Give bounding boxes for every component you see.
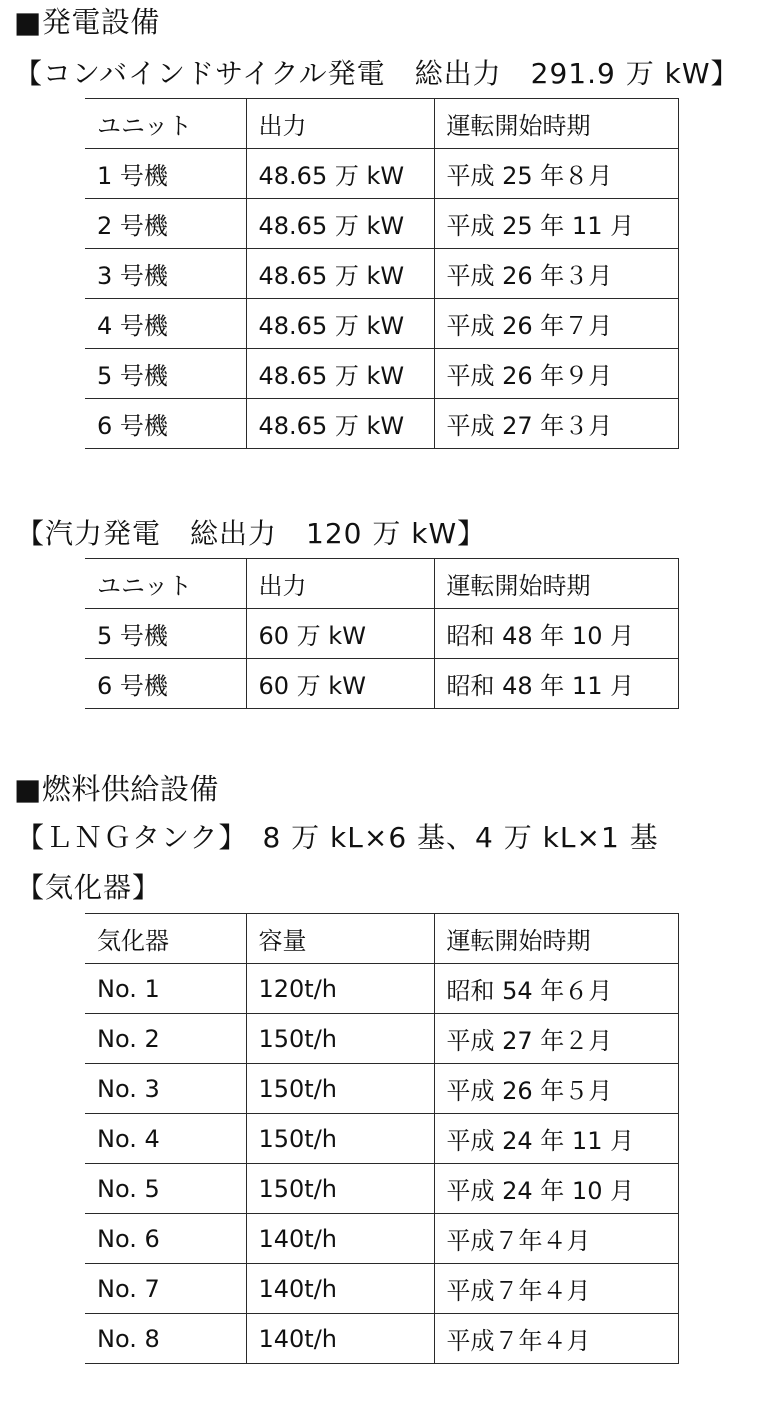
vaporizer-cell: No. 6 [85,1214,246,1264]
combined-cycle-title: 【コンバインドサイクル発電 総出力 291.9 万 kW】 [14,57,740,90]
start-date-cell: 平成 27 年３月 [434,399,678,449]
table-row [85,1264,678,1314]
header-cell: 出力 [246,559,434,609]
header-cell: ユニット [85,559,246,609]
vaporizer-table [85,913,679,1364]
output-cell: 48.65 万 kW [246,299,434,349]
start-date-cell: 昭和 48 年 10 月 [434,609,678,659]
header-cell: 容量 [246,914,434,964]
start-date-cell: 平成 26 年９月 [434,349,678,399]
vaporizer-cell: No. 4 [85,1114,246,1164]
table-row [85,1114,678,1164]
output-cell: 48.65 万 kW [246,349,434,399]
table-row [85,964,678,1014]
header-cell: 運転開始時期 [434,99,678,149]
table-row [85,1314,678,1364]
unit-cell: 5 号機 [85,349,246,399]
start-date-cell: 平成 24 年 11 月 [434,1114,678,1164]
vaporizer-cell: No. 7 [85,1264,246,1314]
header-cell: ユニット [85,99,246,149]
section-heading-power-facilities: ■発電設備 [14,5,160,39]
steam-power-table [85,558,679,709]
header-cell: 運転開始時期 [434,559,678,609]
unit-cell: 2 号機 [85,199,246,249]
table-row [85,149,678,199]
start-date-cell: 平成７年４月 [434,1264,678,1314]
table-row [85,609,678,659]
start-date-cell: 昭和 54 年６月 [434,964,678,1014]
capacity-cell: 150t/h [246,1164,434,1214]
section-heading-fuel-supply: ■燃料供給設備 [14,772,219,806]
steam-power-title: 【汽力発電 総出力 120 万 kW】 [16,517,487,550]
start-date-cell: 平成 27 年２月 [434,1014,678,1064]
table-row [85,299,678,349]
vaporizer-title: 【気化器】 [16,871,162,904]
unit-cell: 4 号機 [85,299,246,349]
output-cell: 48.65 万 kW [246,199,434,249]
output-cell: 48.65 万 kW [246,399,434,449]
combined-cycle-table [85,98,679,449]
start-date-cell: 昭和 48 年 11 月 [434,659,678,709]
output-cell: 48.65 万 kW [246,149,434,199]
output-cell: 48.65 万 kW [246,249,434,299]
capacity-cell: 150t/h [246,1064,434,1114]
table-row [85,1164,678,1214]
vaporizer-cell: No. 3 [85,1064,246,1114]
start-date-cell: 平成７年４月 [434,1314,678,1364]
vaporizer-cell: No. 1 [85,964,246,1014]
output-cell: 60 万 kW [246,659,434,709]
unit-cell: 6 号機 [85,659,246,709]
capacity-cell: 140t/h [246,1214,434,1264]
start-date-cell: 平成 26 年７月 [434,299,678,349]
start-date-cell: 平成 25 年 11 月 [434,199,678,249]
vaporizer-cell: No. 2 [85,1014,246,1064]
header-cell: 出力 [246,99,434,149]
start-date-cell: 平成 24 年 10 月 [434,1164,678,1214]
table-row [85,399,678,449]
output-cell: 60 万 kW [246,609,434,659]
table-row [85,1214,678,1264]
vaporizer-cell: No. 8 [85,1314,246,1364]
table-row [85,199,678,249]
start-date-cell: 平成 26 年３月 [434,249,678,299]
lng-tank-line: 【ＬＮＧタンク】 8 万 kL×6 基、4 万 kL×1 基 [16,821,659,854]
capacity-cell: 150t/h [246,1114,434,1164]
table-header-row [85,914,678,964]
header-cell: 運転開始時期 [434,914,678,964]
table-row [85,1064,678,1114]
unit-cell: 1 号機 [85,149,246,199]
header-cell: 気化器 [85,914,246,964]
table-row [85,1014,678,1064]
capacity-cell: 140t/h [246,1314,434,1364]
start-date-cell: 平成 25 年８月 [434,149,678,199]
table-header-row [85,99,678,149]
table-row [85,249,678,299]
table-header-row [85,559,678,609]
vaporizer-cell: No. 5 [85,1164,246,1214]
unit-cell: 3 号機 [85,249,246,299]
capacity-cell: 140t/h [246,1264,434,1314]
table-row [85,659,678,709]
capacity-cell: 150t/h [246,1014,434,1064]
unit-cell: 5 号機 [85,609,246,659]
table-row [85,349,678,399]
unit-cell: 6 号機 [85,399,246,449]
capacity-cell: 120t/h [246,964,434,1014]
start-date-cell: 平成７年４月 [434,1214,678,1264]
start-date-cell: 平成 26 年５月 [434,1064,678,1114]
